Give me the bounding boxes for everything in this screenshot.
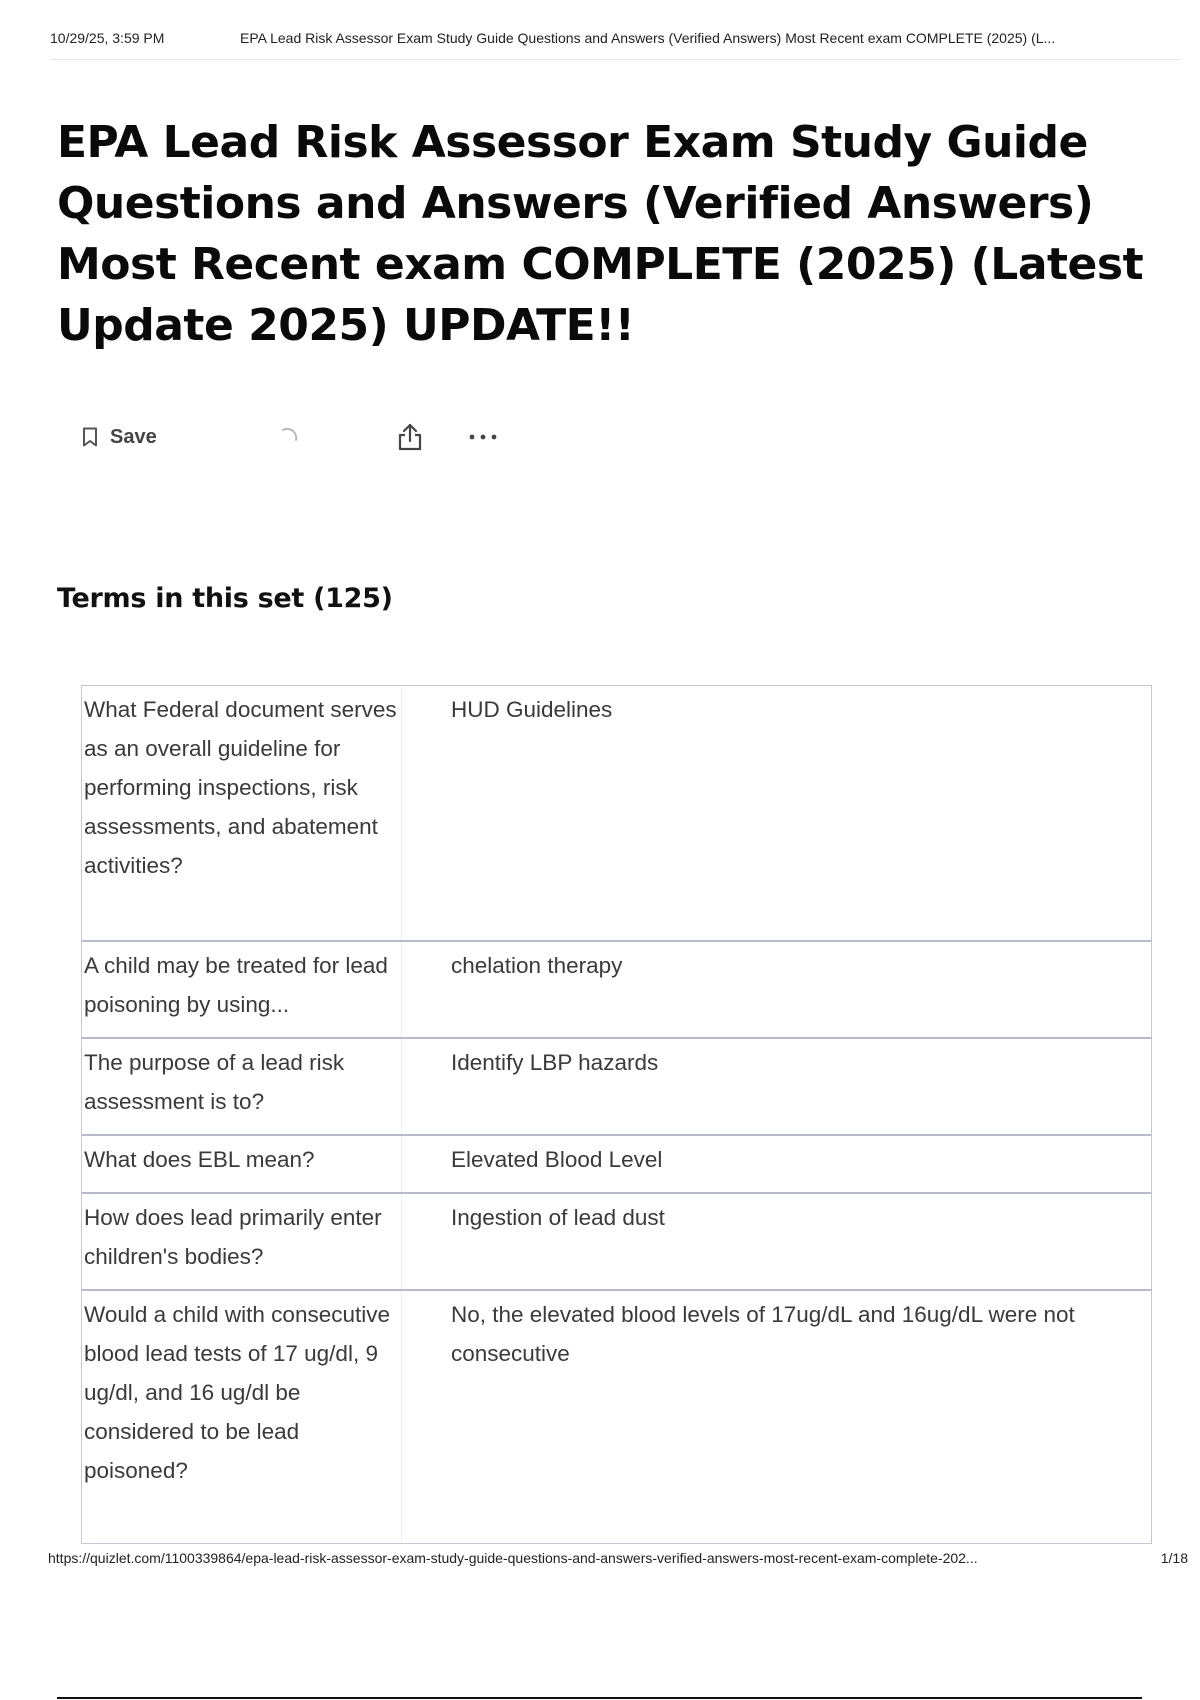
definition-text: HUD Guidelines — [451, 697, 613, 722]
term-row — [81, 1134, 1152, 1192]
loading-spinner — [277, 420, 301, 454]
print-header — [50, 30, 1180, 60]
term-text: What Federal document serves as an overall guideline for performing inspections, risk assessments, and abatement activities? — [82, 686, 402, 940]
page-title: EPA Lead Risk Assessor Exam Study Guide Questions and Answers (Verified Answers) Most Recent exam COMPLETE (2025) (Latest Update 2025) UPDATE!! — [57, 117, 1144, 351]
bookmark-icon — [82, 427, 98, 447]
page-number: 1/18 — [1160, 1550, 1188, 1566]
term-text: Would a child with consecutive blood lead tests of 17 ug/dl, 9 ug/dl, and 16 ug/dl be considered to be lead poisoned? — [82, 1291, 402, 1543]
term-row — [81, 940, 1152, 1037]
page-divider — [57, 1697, 1142, 1699]
definition-text: chelation therapy — [451, 953, 623, 978]
print-doc-title: EPA Lead Risk Assessor Exam Study Guide Questions and Answers (Verified Answers) Most Recent exam COMPLETE (2025) (L... — [240, 30, 1056, 46]
share-icon — [396, 422, 424, 452]
spinner-icon — [277, 425, 301, 449]
term-text: A child may be treated for lead poisoning by using... — [82, 942, 402, 1037]
definition-text: Ingestion of lead dust — [451, 1205, 665, 1230]
definition-text: Elevated Blood Level — [451, 1147, 663, 1172]
term-row — [81, 685, 1152, 940]
share-button[interactable] — [396, 420, 424, 454]
term-row — [81, 1037, 1152, 1134]
terms-table — [81, 685, 1152, 1544]
save-label: Save — [110, 425, 157, 448]
print-datetime: 10/29/25, 3:59 PM — [50, 30, 165, 46]
more-icon — [468, 433, 498, 441]
term-text: What does EBL mean? — [82, 1136, 402, 1192]
term-row — [81, 1289, 1152, 1544]
term-row — [81, 1192, 1152, 1289]
term-text: The purpose of a lead risk assessment is to? — [82, 1039, 402, 1134]
save-button[interactable] — [82, 420, 157, 454]
definition-text: Identify LBP hazards — [451, 1050, 659, 1075]
definition-text: No, the elevated blood levels of 17ug/dL and 16ug/dL were not consecutive — [451, 1302, 1075, 1366]
terms-heading: Terms in this set (125) — [57, 583, 393, 614]
more-options-button[interactable] — [468, 420, 498, 454]
term-text: How does lead primarily enter children's bodies? — [82, 1194, 402, 1289]
set-toolbar — [82, 420, 522, 454]
print-url: https://quizlet.com/1100339864/epa-lead-risk-assessor-exam-study-guide-questions-and-answers-verified-answers-most-recent-exam-complete-202... — [48, 1550, 978, 1566]
